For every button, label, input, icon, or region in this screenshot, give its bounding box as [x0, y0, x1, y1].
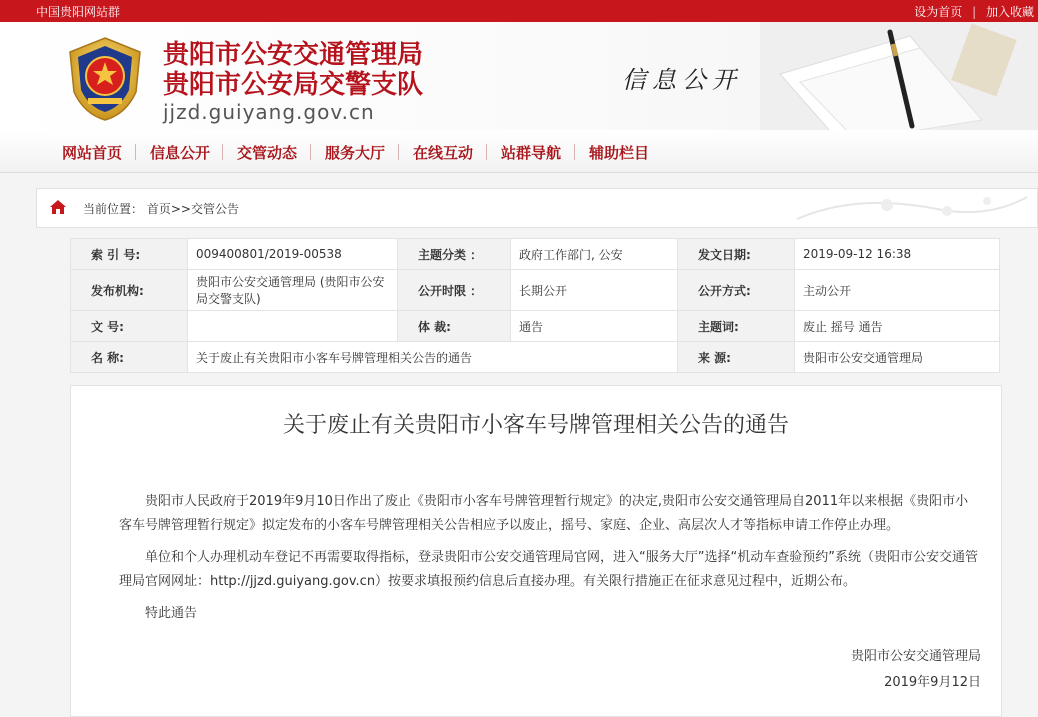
table-row	[71, 342, 1000, 373]
meta-value: 关于废止有关贵阳市小客车号牌管理相关公告的通告	[188, 342, 678, 373]
main-nav	[0, 130, 1038, 173]
top-link-separator: |	[972, 5, 977, 19]
breadcrumb-home-link[interactable]: 首页	[146, 202, 171, 216]
meta-label: 体 裁:	[398, 311, 511, 342]
nav-divider	[222, 144, 223, 160]
nav-divider	[486, 144, 487, 160]
site-title-line1: 贵阳市公安交通管理局	[163, 40, 424, 70]
nav-site-group[interactable]: 站群导航	[501, 144, 562, 162]
nav-home[interactable]: 网站首页	[62, 144, 123, 162]
article-paragraph: 单位和个人办理机动车登记不再需要取得指标，登录贵阳市公安交通管理局官网，进入“服务大厅”选择“机动车查验预约”系统（贵阳市公安交通管理局官网网址：http://jjzd.guiyang.gov.cn）按要求填报预约信息后直接办理。有关限行措施正在征求意见过程中，近期公布。	[119, 550, 978, 589]
nav-traffic-news[interactable]: 交管动态	[237, 144, 298, 162]
police-emblem-icon	[66, 36, 144, 122]
paper-pen-illustration	[760, 22, 1038, 130]
breadcrumb-label: 当前位置：	[83, 202, 144, 216]
table-row	[71, 270, 1000, 311]
nav-divider	[135, 144, 136, 160]
meta-value: 贵阳市公安交通管理局 (贵阳市公安局交警支队)	[188, 270, 398, 311]
home-icon[interactable]	[49, 199, 67, 215]
nav-info-disclosure[interactable]: 信息公开	[150, 144, 211, 162]
meta-label: 索 引 号:	[71, 239, 188, 270]
nav-online-interaction[interactable]: 在线互动	[413, 144, 474, 162]
meta-value: 009400801/2019-00538	[188, 239, 398, 270]
document-meta-table	[70, 238, 1000, 373]
meta-value: 政府工作部门, 公安	[511, 239, 678, 270]
breadcrumb-current-link[interactable]: 交管公告	[190, 202, 239, 216]
article-notice: 特此通告	[145, 606, 198, 621]
article-content	[70, 385, 1002, 717]
meta-label: 发布机构:	[71, 270, 188, 311]
meta-label: 主题词:	[678, 311, 795, 342]
meta-value: 废止 摇号 通告	[795, 311, 1000, 342]
nav-divider	[398, 144, 399, 160]
meta-label: 主题分类 ：	[398, 239, 511, 270]
table-row	[71, 239, 1000, 270]
site-title-line2: 贵阳市公安局交警支队	[163, 70, 424, 100]
breadcrumb-separator: >>	[170, 202, 191, 216]
nav-auxiliary[interactable]: 辅助栏目	[589, 144, 650, 162]
meta-label: 名 称:	[71, 342, 188, 373]
breadcrumb	[36, 188, 1038, 228]
site-title	[163, 40, 423, 100]
set-homepage-link[interactable]: 设为首页	[914, 5, 963, 19]
article-title: 关于废止有关贵阳市小客车号牌管理相关公告的通告	[282, 413, 789, 438]
meta-value: 主动公开	[795, 270, 1000, 311]
meta-value: 贵阳市公安交通管理局	[795, 342, 1000, 373]
meta-label: 来 源:	[678, 342, 795, 373]
top-bar	[0, 0, 1038, 22]
meta-label: 文 号:	[71, 311, 188, 342]
article-date: 2019年9月12日	[884, 675, 981, 690]
meta-value: 2019-09-12 16:38	[795, 239, 1000, 270]
article-signature-block	[851, 644, 981, 696]
header-slogan: 信息公开	[622, 66, 742, 94]
ink-flower-decoration	[737, 189, 1037, 227]
meta-value: 长期公开	[511, 270, 678, 311]
nav-divider	[310, 144, 311, 160]
nav-divider	[574, 144, 575, 160]
meta-value	[188, 311, 398, 342]
breadcrumb-text	[83, 200, 239, 217]
add-favorite-link[interactable]: 加入收藏	[985, 5, 1034, 19]
meta-value: 通告	[511, 311, 678, 342]
site-url: jjzd.guiyang.gov.cn	[163, 100, 375, 124]
article-body	[119, 490, 981, 626]
site-header	[0, 22, 1038, 130]
meta-label: 公开方式:	[678, 270, 795, 311]
article-paragraph: 贵阳市人民政府于2019年9月10日作出了废止《贵阳市小客车号牌管理暂行规定》的决定,贵阳市公安交通管理局自2011年以来根据《贵阳市小客车号牌管理暂行规定》拟定发布的小客车号牌管理相关公告相应予以废止，摇号、家庭、企业、高层次人才等指标申请工作停止办理。	[119, 494, 969, 533]
article-signature: 贵阳市公安交通管理局	[850, 649, 981, 664]
meta-label: 公开时限 ：	[398, 270, 511, 311]
top-links	[908, 3, 1034, 20]
site-group-link[interactable]: 中国贵阳网站群	[36, 5, 121, 19]
nav-service-hall[interactable]: 服务大厅	[325, 144, 386, 162]
meta-label: 发文日期:	[678, 239, 795, 270]
table-row	[71, 311, 1000, 342]
